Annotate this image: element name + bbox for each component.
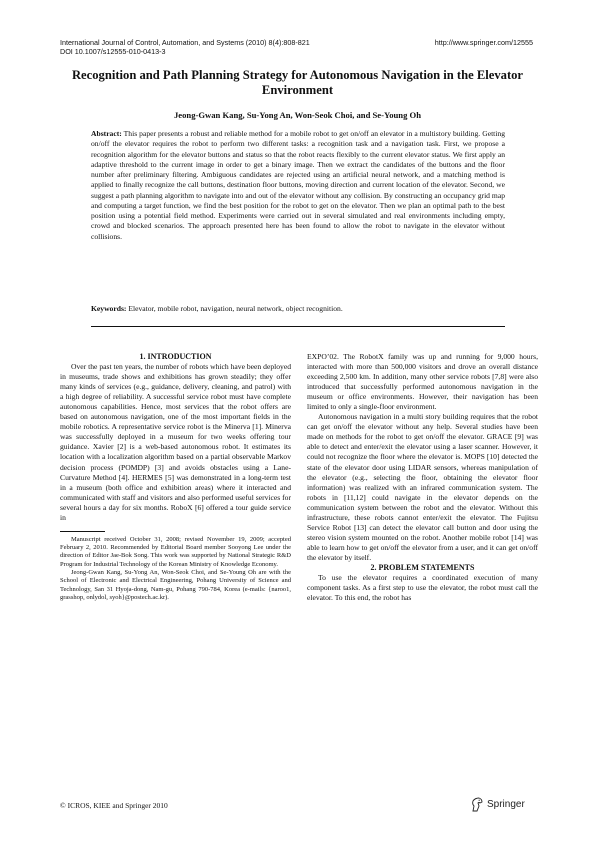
section-heading-introduction: 1. INTRODUCTION [139, 352, 212, 361]
right-column [307, 352, 538, 603]
springer-horse-icon [470, 797, 484, 812]
footnote [60, 536, 291, 602]
keywords-label: Keywords: [91, 304, 127, 313]
problem-paragraph-1: To use the elevator requires a coordinated execution of many component tasks. As a first step to use the elevator, the robot must call the elevator. To this end, the robot has [307, 573, 538, 603]
springer-logo [470, 797, 525, 812]
paper-title: Recognition and Path Planning Strategy for Autonomous Navigation in the Elevator Environment [71, 68, 524, 97]
copyright-notice: © ICROS, KIEE and Springer 2010 [60, 801, 168, 810]
intro-paragraph-continued: EXPO’02. The RobotX family was up and running for 9,000 hours, interacted with more than 500,000 visitors and drove an overall distance exceeding 2,500 km. In addition, many other service robots [7,8] were also introduced that successfully performed autonomous navigation in the museum or office environments. However, their navigation has been limited to only a single-floor environment. [307, 352, 538, 412]
keywords [91, 304, 505, 314]
intro-paragraph-1: Over the past ten years, the number of robots which have been deployed in museums, trade shows and exhibitions has grown steadily; they offer many kinds of services (e.g., guidance, delivery, cleaning, and patrol) with a high degree of reliability. A successful service robot must have complete autonomous capabilities. Hence, most services that the robot offers are based on autonomous navigation, one of the most important fields in the mobile robotics. A representative service robot is the Minerva [1]. Minerva was successfully deployed in a museum for two weeks offering tour guidance. Xavier [2] is a web-based autonomous robot. It estimates its location with a localization algorithm based on a partial observable Markov decision process (POMDP) [3] and avoids obstacles using a Lane-Curvature Method [4]. HERMES [5] was demonstrated in a long-term test in a museum (both office and exhibition areas) where it interacted and communicated with staff and visitors and also performed useful services for several hours a day for six months. RoboX [6] offered a tour guide service in [60, 362, 291, 522]
abstract-label: Abstract: [91, 129, 122, 138]
intro-paragraph-2: Autonomous navigation in a multi story building requires that the robot can get on/off the elevator without any help. Several studies have been made on methods for the robot to get on/off the elevator. GRACE [9] was able to detect and enter/exit the elevator using a laser scanner. However, it could not recognize the floor where the elevator is. MOPS [10] detected the state of the elevator door using LIDAR sensors, whereas manipulation of the elevator (e.g., selecting the floor, obtaining the elevator floor information) was realized with an infrared communication system. The robots in [11,12] could navigate in the elevator depends on the communication system between the robot and the elevator. Without this infrastructure, these robots cannot enter/exit the elevator. The Fujitsu Service Robot [13] can detect the elevator call button and door using the stereo vision system mounted on the robot. Another mobile robot [14] was able to learn how to get on/off the elevator from a user, and it can get on/off the elevator by itself. [307, 412, 538, 562]
running-header [60, 38, 400, 56]
footnote-affiliations: Jeong-Gwan Kang, Su-Yong An, Won-Seok Choi, and Se-Young Oh are with the School of Electronic and Electrical Engineering, Pohang University of Science and Technology, San 31 Hyoja-dong, Nam-gu, Pohang 790-784, Korea (e-mails: {naroo1, grasshop, onlydol, syoh}@postech.ac.kr). [60, 568, 291, 601]
doi[interactable]: DOI 10.1007/s12555-010-0413-3 [60, 47, 166, 56]
separator-rule [91, 326, 505, 327]
springer-wordmark: Springer [487, 799, 525, 810]
footnote-rule [60, 531, 105, 532]
abstract-text: This paper presents a robust and reliable method for a mobile robot to get on/off an elevator in a multistory building. Getting on/off the elevator requires the robot to perform two different tasks: a recognition task and a navigation task. First, we propose a recognition algorithm for the elevator buttons and status so that the robot reacts flexibly to the current elevator status. We first apply an adaptive threshold to the current image in order to get a binary image. Then we extract the candidates of the buttons and the floor number after preliminary filtering. Ambiguous candidates are rejected using an artificial neural network, and a matching method is applied to finally recognize the call buttons, destination floor buttons, moving direction and current location of the elevator. Second, we suggest a path planning algorithm to navigate into and out of the elevator without any collision. By constructing an occupancy grid map and computing a target function, we find the best position for the robot to get on the elevator. Then we plan an optimal path to the best position using a potential field method. Experiments were carried out in several simulated and real environments including empty, crowd and blocked scenarios. The approach presented here has been found to allow the robot to navigate in the elevator without collisions. [91, 129, 505, 241]
left-column [60, 352, 291, 602]
journal-citation: International Journal of Control, Automation, and Systems (2010) 8(4):808-821 [60, 38, 310, 47]
journal-url[interactable]: http://www.springer.com/12555 [434, 38, 533, 47]
footnote-manuscript-info: Manuscript received October 31, 2008; revised November 19, 2009; accepted February 2, 2010. Recommended by Editorial Board member Sooyong Lee under the direction of Editor Jae-Bok Song. This work was supported by National Strategic R&D Program for Industrial Technology of the Korean Ministry of Knowledge Economy. [60, 535, 291, 568]
keywords-text: Elevator, mobile robot, navigation, neural network, object recognition. [128, 304, 343, 313]
section-heading-problem-statements: 2. PROBLEM STATEMENTS [370, 562, 475, 572]
abstract [91, 129, 505, 242]
author-list: Jeong-Gwan Kang, Su-Yong An, Won-Seok Choi, and Se-Young Oh [174, 110, 421, 120]
